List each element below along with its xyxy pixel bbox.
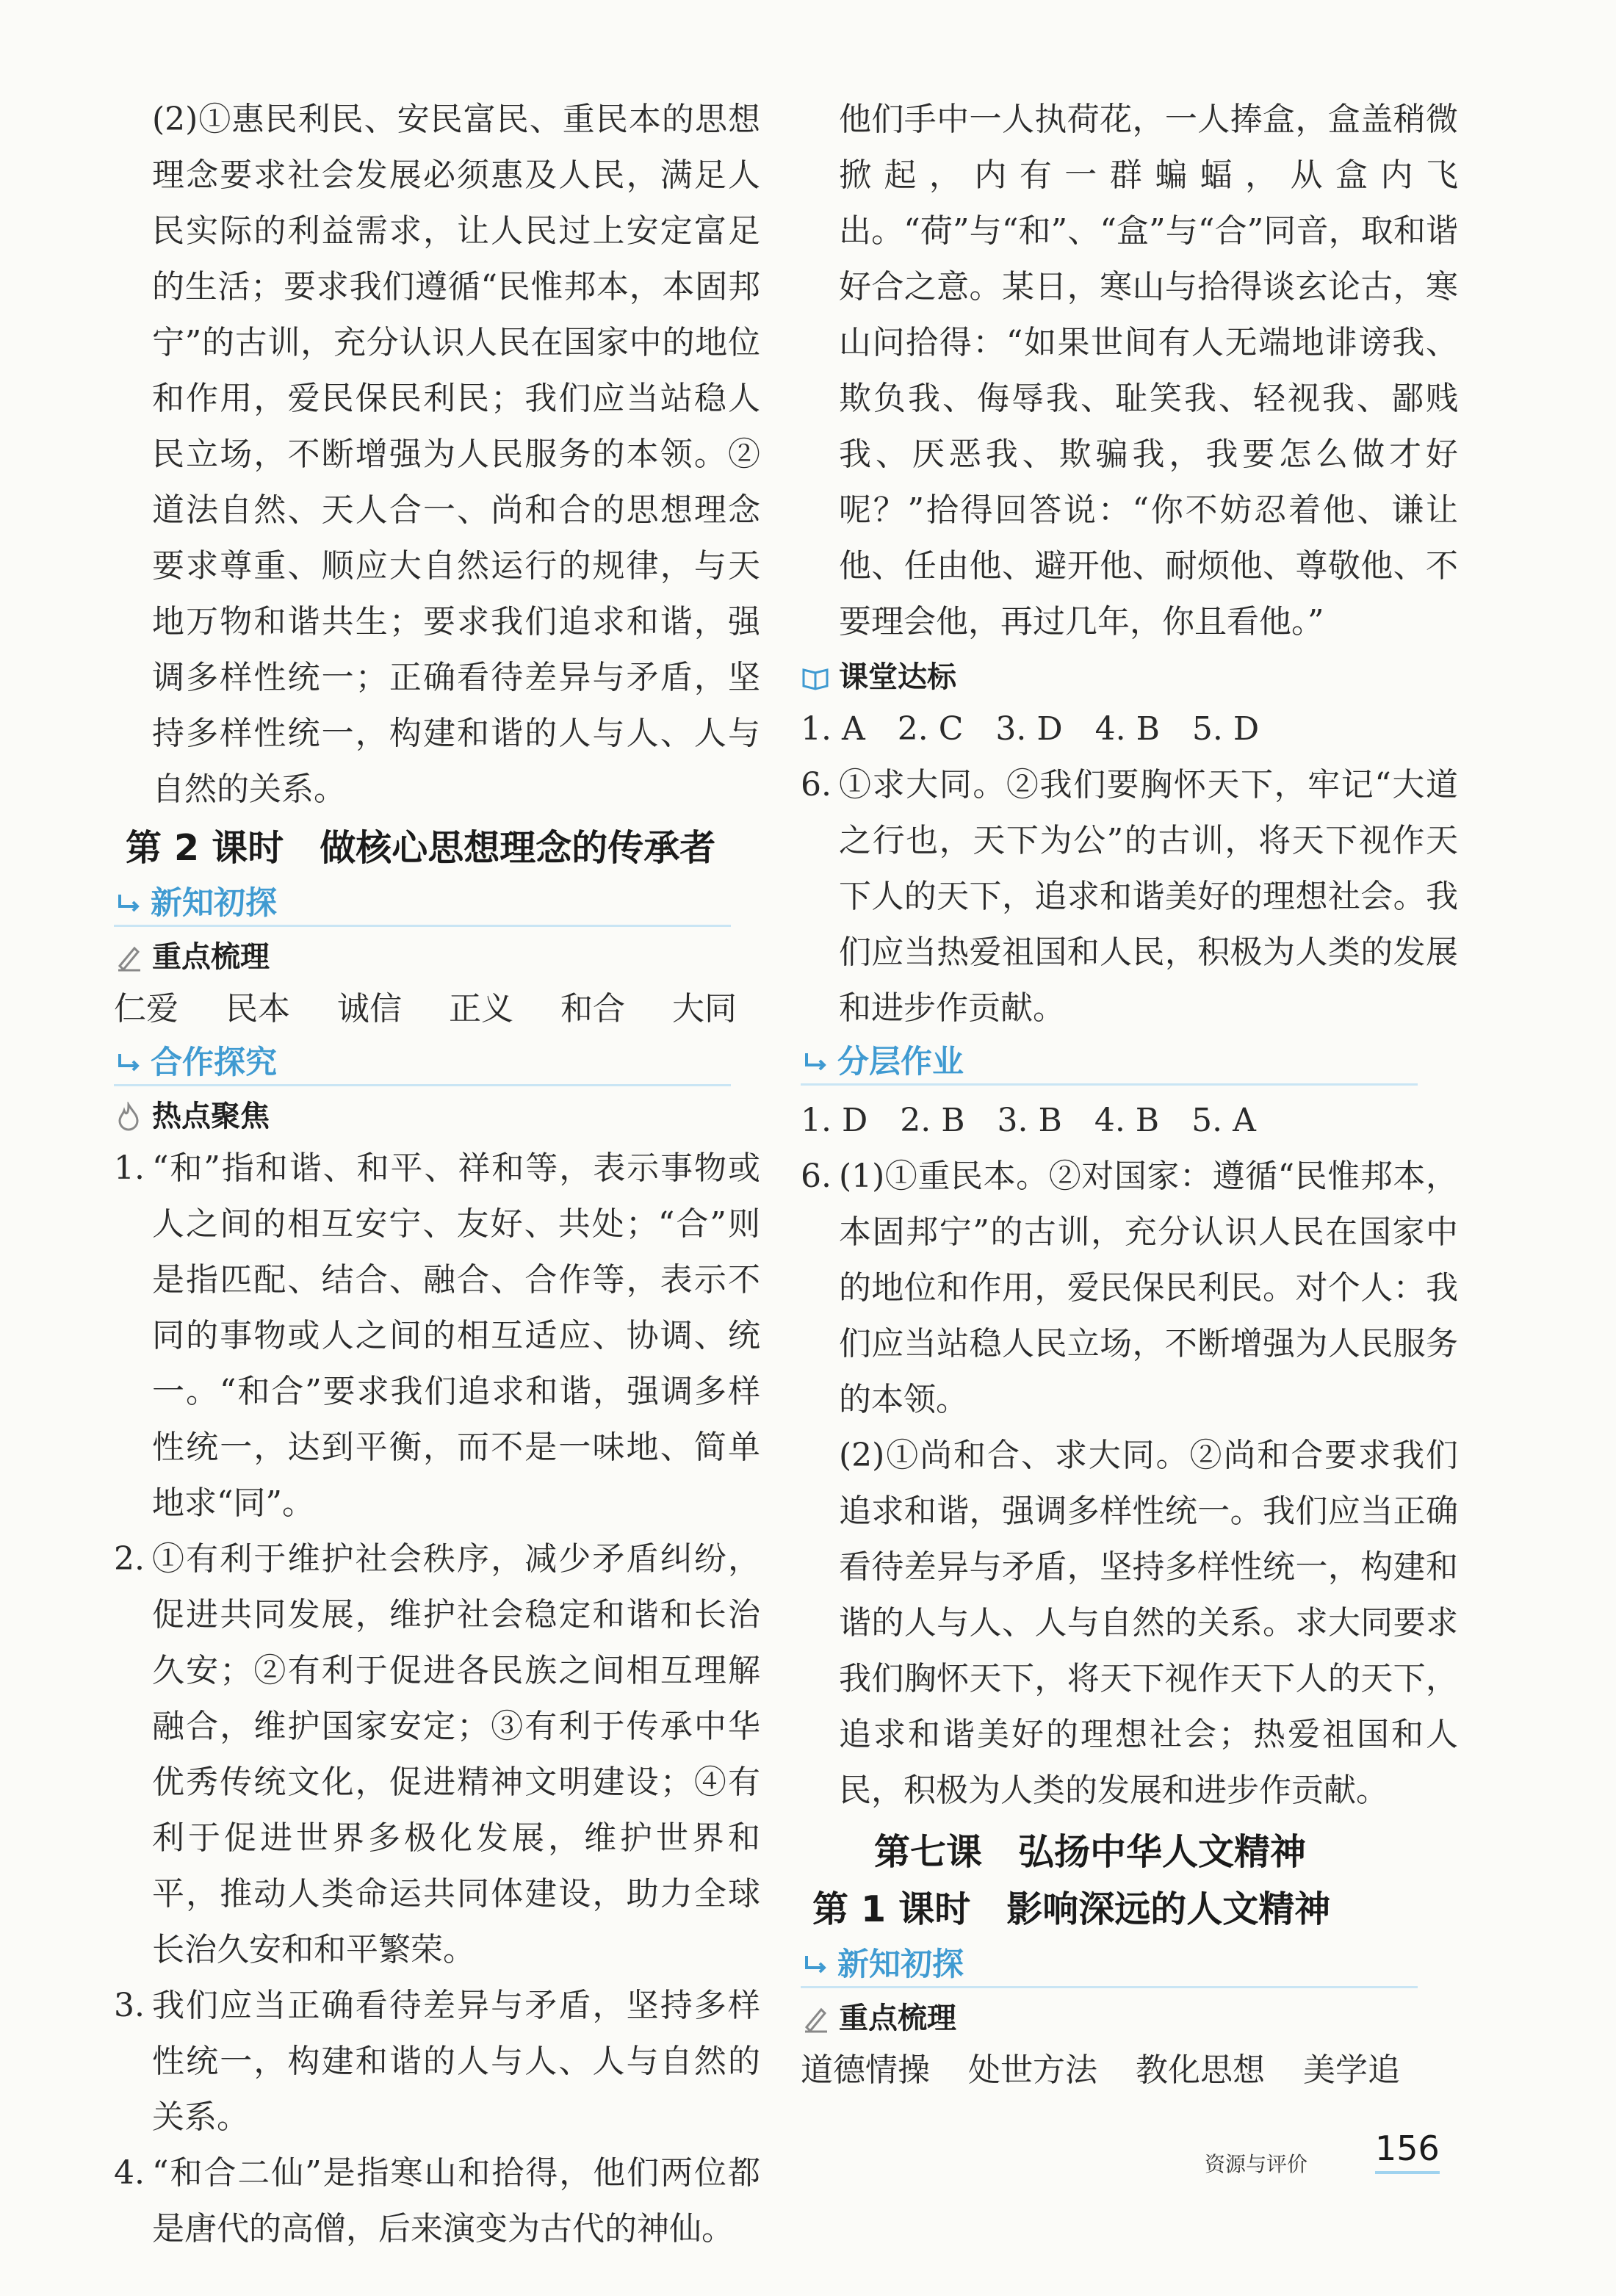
question-item [801,1149,1458,1428]
question-item [114,2145,760,2257]
lesson-title: 第 2 课时 做核心思想理念的传承者 [126,827,716,869]
question-text: (1)①重民本。②对国家：遵循“民惟邦本，本固邦宁”的古训，充分认识人民在国家中的地位和作用，爱民保民利民。对个人：我们应当站稳人民立场，不断增强为人民服务的本领。 [839,1158,1458,1418]
question-text: “和”指和谐、和平、祥和等，表示事物或人之间的相互安宁、友好、共处；“合”则是指匹配、结合、融合、合作等，表示不同的事物或人之间的相互适应、协调、统一。“和合”要求我们追求和谐，强调多样性统一，达到平衡，而不是一味地、简单地求“同”。 [152,1149,760,1522]
section-header-new-knowledge [801,1945,1418,1988]
right-column [801,92,1458,2098]
section-header-new-knowledge [114,884,731,927]
question-text: 我们应当正确看待差异与矛盾，坚持多样性统一，构建和谐的人与人、人与自然的关系。 [152,1987,760,2136]
question-number: 6. [801,766,832,804]
subheader-title: 热点聚焦 [152,1100,270,1133]
question-number: 2. [114,1540,145,1578]
keyword: 美学追 [1303,2051,1400,2089]
section-title: 新知初探 [837,1946,964,1983]
question-item [114,1141,760,1531]
left-column [114,92,760,2257]
keyword: 和合 [560,990,625,1028]
section-title: 合作探究 [151,1044,277,1081]
question-number: 6. [801,1158,832,1195]
question-number: 1. [114,1149,145,1187]
question-number: 4. [114,2154,145,2192]
choice-answers: 1. A 2. C 3. D 4. B 5. D [801,710,1260,748]
subheader-title: 重点梳理 [839,2001,956,2035]
open-book-icon [801,663,830,692]
section-title: 分层作业 [837,1044,964,1080]
choice-answers: 1. D 2. B 3. B 4. B 5. A [801,1102,1256,1139]
keyword: 仁爱 [114,990,178,1028]
keyword: 大同 [672,990,737,1028]
answer-paragraph: (2)①惠民利民、安民富民、重民本的思想理念要求社会发展必须惠及人民，满足人民实际的利益需求，让人民过上安定富足的生活；要求我们遵循“民惟邦本，本固邦宁”的古训，充分认识人民在国家中的地位和作用，爱民保民利民；我们应当站稳人民立场，不断增强为人民服务的本领。②道法自然、天人合一、尚和合的思想理念要求尊重、顺应大自然运行的规律，与天地万物和谐共生；要求我们追求和谐，强调多样性统一；正确看待差异与矛盾，坚持多样性统一，构建和谐的人与人、人与自然的关系。 [152,101,760,808]
pen-icon [801,2004,830,2033]
question-number: 3. [114,1987,145,2024]
keyword: 教化思想 [1136,2051,1265,2089]
keyword: 诚信 [337,990,402,1028]
page-number: 156 [1375,2129,1440,2174]
question-text: ①有利于维护社会秩序，减少矛盾纠纷，促进共同发展，维护社会稳定和谐和长治久安；②有利于促进各民族之间相互理解融合，维护国家安定；③有利于传承中华优秀传统文化，促进精神文明建设；④有利于促进世界多极化发展，维护世界和平，推动人类命运共同体建设，助力全球长治久安和和平繁荣。 [152,1540,760,1968]
question-text: ①求大同。②我们要胸怀天下，牢记“大道之行也，天下为公”的古训，将天下视作天下人的天下，追求和谐美好的理想社会。我们应当热爱祖国和人民，积极为人类的发展和进步作贡献。 [839,766,1458,1027]
section-header-cooperation [114,1043,731,1086]
unit-title: 第七课 弘扬中华人文精神 [874,1831,1307,1873]
pen-icon [114,942,143,972]
keyword: 处世方法 [968,2051,1097,2089]
subheader-key-points [801,1996,1458,2041]
subheader-title: 课堂达标 [839,660,956,694]
hook-arrow-icon [801,1950,830,1979]
subheader-hot-focus [114,1094,760,1139]
subheader-title: 重点梳理 [152,940,270,974]
lesson-title: 第 1 课时 影响深远的人文精神 [812,1888,1331,1930]
footer-label: 资源与评价 [1205,2152,1308,2176]
keyword-list [114,981,760,1037]
section-header-layered-homework [801,1042,1418,1086]
keyword-list [801,2043,1458,2098]
hook-arrow-icon [114,1048,143,1077]
continued-paragraph: 他们手中一人执荷花，一人捧盒，盒盖稍微掀起，内有一群蝙蝠，从盒内飞出。“荷”与“和”、“盒”与“合”同音，取和谐好合之意。某日，寒山与拾得谈玄论古，寒山问拾得：“如果世间有人无端地诽谤我、欺负我、侮辱我、耻笑我、轻视我、鄙贱我、厌恶我、欺骗我，我要怎么做才好呢？”拾得回答说：“你不妨忍着他、谦让他、任由他、避开他、耐烦他、尊敬他、不要理会他，再过几年，你且看他。” [839,101,1458,640]
hook-arrow-icon [114,889,143,918]
flame-icon [114,1102,143,1131]
keyword: 民本 [226,990,290,1028]
question-item [114,1978,760,2145]
keyword: 道德情操 [801,2051,930,2089]
hook-arrow-icon [801,1047,830,1077]
keyword: 正义 [449,990,513,1028]
subheader-key-points [114,934,760,980]
question-item [114,1531,760,1978]
subheader-class-check [801,654,1458,700]
answer-paragraph: (2)①尚和合、求大同。②尚和合要求我们追求和谐，强调多样性统一。我们应当正确看待差异与矛盾，坚持多样性统一，构建和谐的人与人、人与自然的关系。求大同要求我们胸怀天下，将天下视作天下人的天下，追求和谐美好的理想社会；热爱祖国和人民，积极为人类的发展和进步作贡献。 [839,1437,1458,1809]
question-item [801,757,1458,1036]
section-title: 新知初探 [151,885,277,922]
question-text: “和合二仙”是指寒山和拾得，他们两位都是唐代的高僧，后来演变为古代的神仙。 [152,2154,760,2248]
